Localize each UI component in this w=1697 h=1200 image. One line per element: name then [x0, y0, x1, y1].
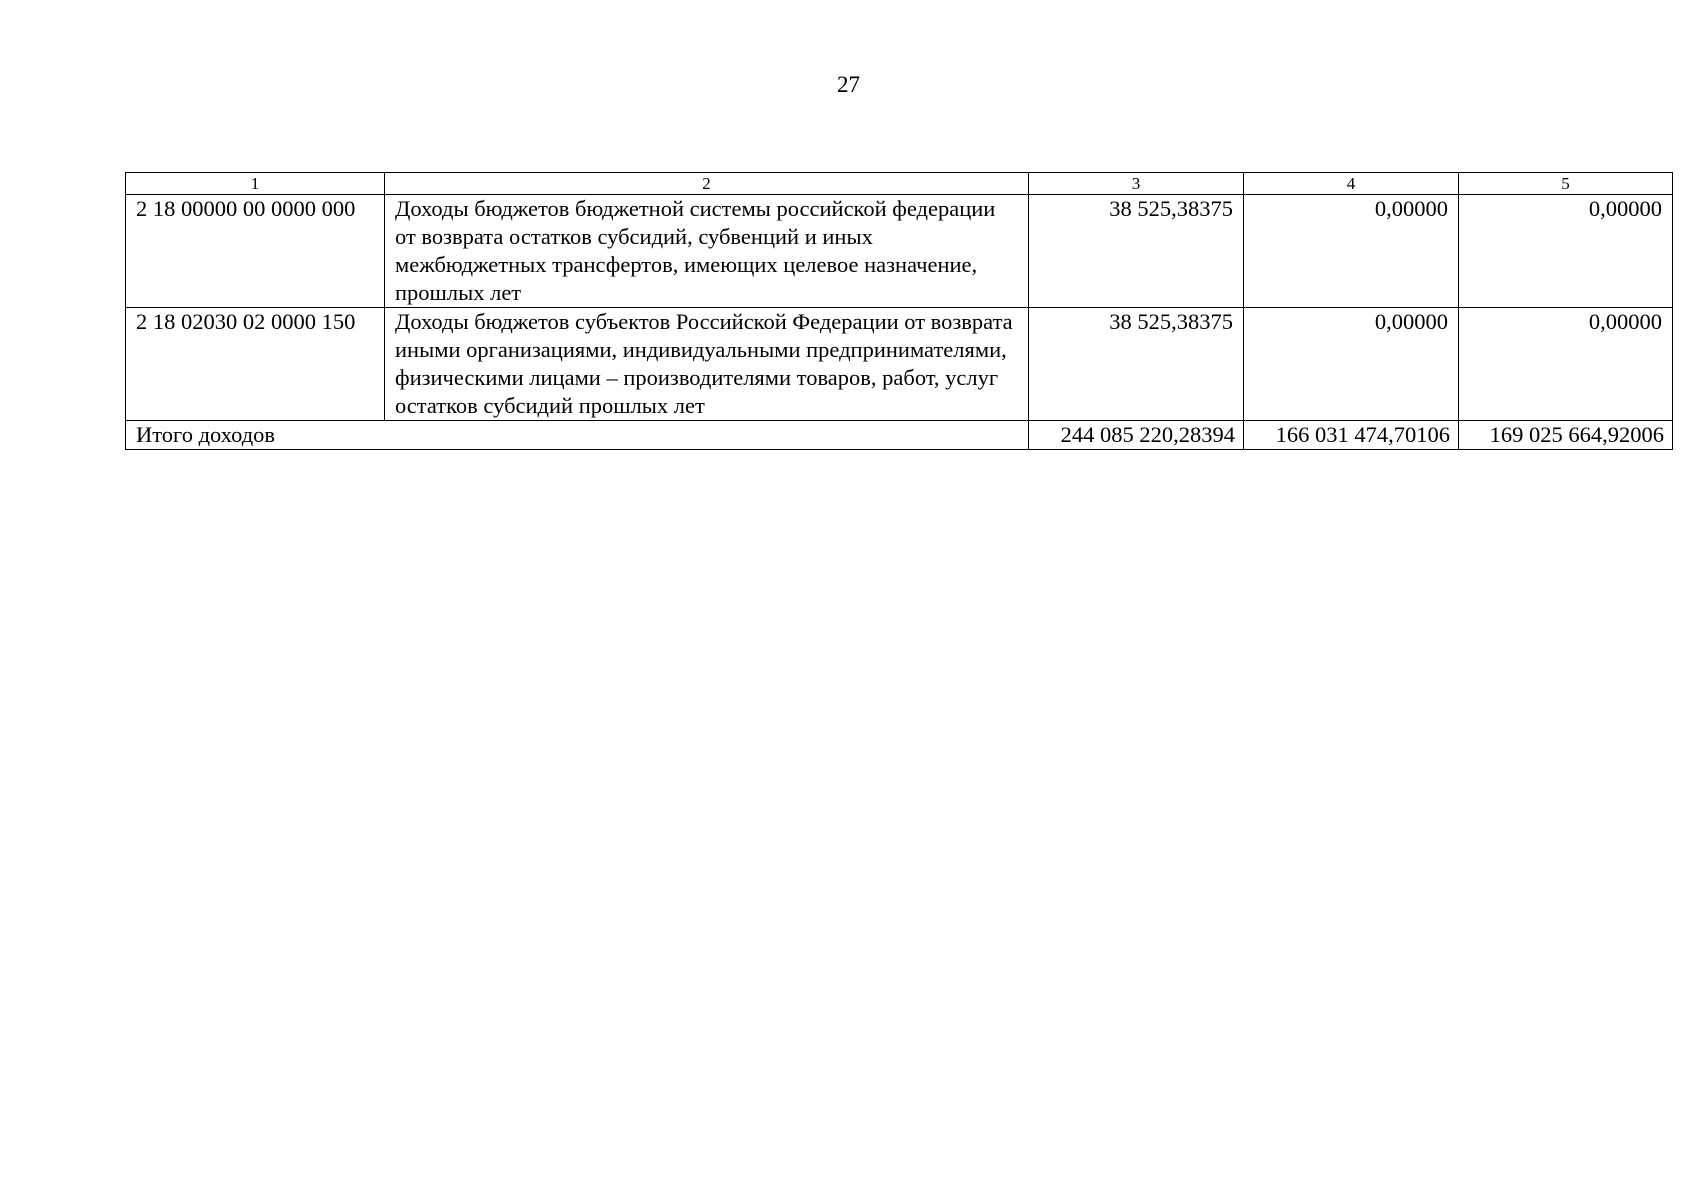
revenue-name: Доходы бюджетов бюджетной системы российской федерации от возврата остатков субсидий, субвенций и иных межбюджетных трансфертов, имеющих целевое назначение, прошлых лет	[385, 195, 1029, 308]
amount-col5: 0,00000	[1459, 195, 1673, 308]
total-col5: 169 025 664,92006	[1459, 421, 1673, 450]
table-row	[126, 195, 1673, 308]
column-header-5: 5	[1459, 173, 1673, 195]
total-col4: 166 031 474,70106	[1244, 421, 1459, 450]
amount-col5: 0,00000	[1459, 308, 1673, 421]
revenue-name: Доходы бюджетов субъектов Российской Федерации от возврата иными организациями, индивидуальными предпринимателями, физическими лицами – производителями товаров, работ, услуг остатков субсидий прошлых лет	[385, 308, 1029, 421]
total-col3: 244 085 220,28394	[1029, 421, 1244, 450]
total-label: Итого доходов	[126, 421, 1029, 450]
column-header-2: 2	[385, 173, 1029, 195]
page-number: 27	[837, 72, 860, 97]
column-header-4: 4	[1244, 173, 1459, 195]
column-header-3: 3	[1029, 173, 1244, 195]
total-row	[126, 421, 1673, 450]
table-header-row	[126, 173, 1673, 195]
budget-code: 2 18 02030 02 0000 150	[126, 308, 385, 421]
column-header-1: 1	[126, 173, 385, 195]
revenue-table	[125, 172, 1673, 450]
budget-code: 2 18 00000 00 0000 000	[126, 195, 385, 308]
amount-col4: 0,00000	[1244, 195, 1459, 308]
table-row	[126, 308, 1673, 421]
amount-col3: 38 525,38375	[1029, 195, 1244, 308]
amount-col3: 38 525,38375	[1029, 308, 1244, 421]
amount-col4: 0,00000	[1244, 308, 1459, 421]
